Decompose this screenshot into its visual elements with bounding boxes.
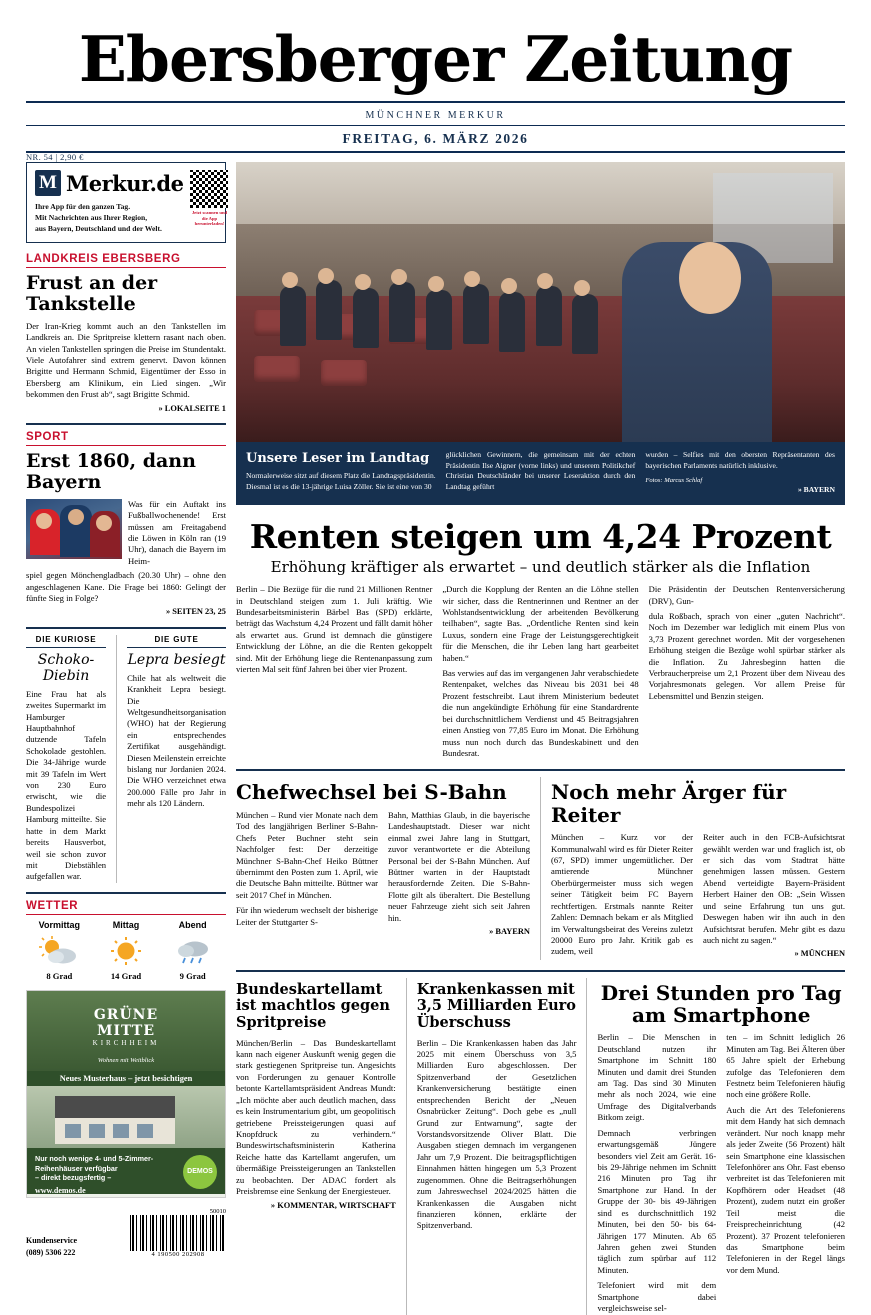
renten-col-1: Berlin – Die Bezüge für die rund 21 Millionen Rentner in Deutschland steigen zum 1. Juli kräftig. Wie Bundesarbeitsministerin Bärbel Bas (SPD) erklärte, beträgt das Wachstum 4,24 Prozent und fällt damit höher als erwartet aus. Grund ist demnach die günstigere Entwicklung der Löhne, an die die Renten gekoppelt sind. Mit der Erhöhung liege die Rentenanpassung zum vierten Mal seit fünf Jahren bei über vier Prozent.: [236, 584, 433, 675]
weather-grid: [26, 920, 226, 981]
qr-code-block[interactable]: [190, 170, 228, 227]
caption-text-2: glücklichen Gewinnern, die gemeinsam mit der echten Präsidentin Ilse Aigner (vorne links) und unserem Politikchef Christian Deutschländer bei unserer Leseraktion durch den Landtag geführt: [445, 450, 636, 491]
smartphone-col-1a: Berlin – Die Menschen in Deutschland nutzen ihr Smartphone im Schnitt 180 Minuten und damit drei Stunden am Tag. Das sind 30 Minuten mehr als noch 2024, wie eine Umfrage des Digitalverbands Bitkom zeigt.: [597, 1032, 717, 1123]
sbahn-columns: [236, 810, 530, 937]
merkur-logo-icon: M: [35, 170, 61, 196]
ref-kartellamt[interactable]: » KOMMENTAR, WIRTSCHAFT: [270, 1200, 396, 1210]
barcode-top-number: 50010: [209, 1207, 226, 1215]
ad-brand-script: Wohnen mit Weitblick: [97, 1056, 155, 1064]
reiter-col-1: München – Kurz vor der Kommunalwahl wird es für Dieter Reiter (67, SPD) immer ungemütlicher. Der amtierende Münchner Oberbürgermeister muss sich wegen seiner Tätigkeit beim FC Bayern rechtfertigen. Erstmals nannte Reiter Zahlen: Demnach bekam er als Mitglied im Verwaltungsbeirat des Vereins zuletzt 20000 Euro pro Jahr. Kritik gab es zudem, weil: [551, 832, 693, 957]
sbahn-col-1a: München – Rund vier Monate nach dem Tod des langjährigen Berliner S-Bahn-Chefs Peter Buchner steht sein Nachfolger fest: Der derzeitige Münchner S-Bahn-Chef Heiko Büttner übernimmt den Posten zum 1. April, wie die Deutsche Bahn mitteilte. Büttner war seit 2017 Chef in München.: [236, 809, 378, 900]
smartphone-col-2b: Auch die Art des Telefonierens mit dem Handy hat sich demnach verändert. Nur noch knapp mehr als jeder Zweite (56 Prozent) hält sein Smartphone eine klassischen Telefonhörer ans Ohr. Fast ebenso verbreitet ist das Telefonieren mit Kopfhörern oder Headset (48 Prozent), zudem nutzt ein großer Teil meist die Freisprecheinrichtung (42 Prozent). 37 Prozent telefonieren das Smartphone beim Telefonieren in der Regel längs vor dem Mund.: [726, 1104, 845, 1275]
divider-kuriose: [26, 647, 106, 648]
caption-column-2: [446, 450, 636, 496]
barcode-number: 4 190500 202908: [151, 1250, 205, 1258]
mini-stories: [26, 635, 226, 883]
divider-sport: [26, 423, 226, 425]
service-barcode-row: [26, 1208, 226, 1258]
weather-day-label: Mittag: [112, 919, 140, 930]
weather-temp: 8 Grad: [46, 970, 73, 981]
article-kuriose[interactable]: [26, 635, 106, 883]
sport-photo: [26, 499, 122, 559]
headline-reiter: Noch mehr Ärger für Reiter: [551, 780, 787, 827]
renten-columns: [236, 584, 845, 759]
kicker-divider-wetter: [26, 914, 226, 915]
label-kuriose: DIE KURIOSE: [35, 634, 97, 644]
headline-krankenkassen: Krankenkassen mit 3,5 Milliarden Euro Überschuss: [416, 980, 576, 1031]
article-kartellamt[interactable]: [236, 978, 396, 1315]
headline-smartphone-line-1: Drei Stunden pro Tag: [600, 980, 842, 1005]
reiter-columns: [551, 832, 845, 959]
renten-col-3: [649, 584, 845, 759]
headline-smartphone-line-2: am Smartphone: [631, 1002, 811, 1027]
masthead-divider-3: [26, 151, 845, 153]
weather-cell-abend: [159, 920, 226, 981]
body-sport-bottom: spiel gegen Mönchengladbach (20.30 Uhr) – ohne den angeschlagenen Kane. Die Frage bei 1860: Gelingt der fünfte Sieg in Folge?: [26, 570, 226, 604]
sport-content: [26, 499, 226, 568]
article-reiter[interactable]: [540, 777, 845, 959]
headline-smartphone: [597, 982, 845, 1027]
body-kuriose: Eine Frau hat als zweites Supermarkt im Hamburger Hauptbahnhof dutzende Tafeln Schokolade gestohlen. Die 34-Jährige wurde mit 39 Tafeln im Wert von 230 Euro erwischt, wie die Bundespolizei Hamburg mitteilte. Sie hatte in dem Markt bereits Hausverbot, weil sie schon zuvor mit Diebstählen aufgefallen war.: [26, 688, 107, 882]
qr-code-icon[interactable]: [190, 170, 228, 208]
divider-middle: [236, 769, 845, 771]
bottom-stories: [236, 978, 845, 1315]
section-kicker-landkreis: LANDKREIS EBERSBERG: [26, 253, 181, 265]
kicker-divider: [26, 267, 226, 268]
sbahn-col-2: [388, 810, 530, 937]
sbahn-col-1b: Für ihn wiederum wechselt der bisherige Leiter der Stuttgarter S-: [236, 905, 378, 927]
body-krankenkassen: Berlin – Die Krankenkassen haben das Jahr 2025 mit einem Überschuss von 3,5 Milliarden Euro abgeschlossen. Der Spitzenverband der Gesetzlichen Krankenversicherung bestätigte einen entsprechenden Bericht der „Neuen Osnabrücker Zeitung“. Doch gebe es „null Grund zur Entwarnung“, sagte der Vorstandsvorsitzende Oliver Blatt. Die Ausgaben stiegen demnach im vergangenen Jahr um 7,9 Prozent. Die beitragspflichtigen Einnahmen hätten hingegen um 5,3 Prozent zugenommen. Ohne die Beitragserhöhungen zum Jahreswechsel 2024/2025 hätten die Krankenkassen die Ausgaben nicht finanzieren können, erklärte der Spitzenverband.: [416, 1037, 577, 1231]
masthead-subtitle: MÜNCHNER MERKUR: [365, 110, 506, 121]
body-landkreis: Der Iran-Krieg kommt auch an den Tankstellen im Landkreis an. Die Spritpreise klettern rasant nach oben. An vielen Tankstellen springen die Preise im Stundentakt. Viele Autofahrer sind extrem genervt. Davon können Brigitte und Hermann Schmid, Eigentümer der Esso in Ebersberg am Klinikum, ein Lied singen. „Wir bekommen den Frust ab“, sagt Brigitte Schmid.: [26, 320, 226, 400]
title-kuriose: Schoko-Diebin: [37, 651, 95, 684]
ref-bayern[interactable]: » BAYERN: [797, 485, 836, 495]
demos-logo-icon: DEMOS: [183, 1155, 217, 1189]
sun-icon: [93, 934, 160, 968]
divider-gute: [127, 647, 226, 648]
promo-line-3: aus Bayern, Deutschland und der Welt.: [35, 224, 162, 233]
weather-cell-vormittag: [26, 920, 93, 981]
sbahn-col-2-text: Bahn, Matthias Glaub, in die bayerische Landeshauptstadt. Dieser war nicht einmal zwei Jahre lang in Stuttgart, zuvor verantwortete er die Abteilung Personal bei der S-Bahn München. Auf Büttner warten in der Hauptstadt herausfordernde Zeiten. Die S-Bahn-Flotte gilt als überaltert. Die Bestellung neuer Fahrzeuge zieht sich seit Jahren hin.: [388, 809, 530, 923]
kicker-divider-sport: [26, 445, 226, 446]
promo-header: [35, 170, 183, 196]
smartphone-columns: [597, 1032, 845, 1314]
promo-text: [35, 201, 183, 234]
promo-brand: Merkur.de: [66, 170, 184, 196]
body-kartellamt: München/Berlin – Das Bundeskartellamt kann nach eigener Auskunft wenig gegen die stark gestiegenen Spritpreise tun. Angesichts von Forderungen zu genauer Kontrolle betonte Kartellamtspräsident Andreas Mundt: „Ich möchte aber auch deutlich machen, dass es kein Instrumentarium gibt, um geopolitisch getriebene Preissteigerungen quasi auf Knopfdruck zu verhindern.“ Bundeswirtschaftsministerin Katherina Reiche hatte das Kartellamt angerufen, um übermäßige Preissteigerungen an Tankstellen zu beobachten. Der ADAC fordert als Preisbremse eine Senkung der Energiesteuer.: [236, 1037, 396, 1197]
weather-day-label: Abend: [178, 919, 207, 930]
ad-footer-line-3: – direkt bezugsfertig –: [35, 1173, 112, 1183]
caption-column-3: [645, 450, 835, 496]
ad-house-image: [27, 1086, 225, 1148]
service-label: Kundenservice: [26, 1236, 78, 1246]
ad-brand-line-1: GRÜNE: [93, 1006, 159, 1023]
promo-line-1: Ihre App für den ganzen Tag.: [35, 202, 131, 211]
lead-photo: [236, 162, 845, 442]
renten-col-3a: Die Präsidentin der Deutschen Rentenversicherung (DRV), Gun-: [648, 584, 845, 606]
caption-text-3: wurden – Selfies mit den obersten Repräsentanten des bayerischen Parlaments natürlich inklusive.: [645, 450, 836, 470]
article-gute[interactable]: [116, 635, 226, 883]
ref-sbahn[interactable]: » BAYERN: [489, 927, 530, 937]
title-gute: Lepra besiegt: [127, 651, 226, 668]
issue-number: NR. 54 | 2,90 €: [26, 152, 84, 162]
page-body: [26, 162, 845, 1315]
renten-col-2b: Bas verwies auf das im vergangenen Jahr verabschiedete Rentenpaket, welches das Niveau bis 2031 bei 48 Prozent festschreibt. Laut ihrem Ministerium bedeutet die nun angekündigte Erhöhung für eine Standardrente bei durchschnittlichem Verdienst und 45 Beitragsjahren einen Anstieg von 77,85 Euro im Monat. Die Erhöhung muss nun noch durch das Bundeskabinett und den Bundesrat.: [442, 668, 639, 758]
headline-sport: Erst 1860, dann Bayern: [26, 449, 196, 493]
photo-credit: Fotos: Marcus Schlaf: [645, 477, 703, 485]
promo-content: [35, 170, 183, 234]
ad-logo: [93, 1007, 160, 1064]
smartphone-col-1b: Demnach verbringen erwartungsgemäß Jüngere besonders viel Zeit am Gerät. 16- bis 29-Jährige nehmen im Schnitt 216 Minuten pro Tag ihr Smartphone zur Hand. In der Gruppe der 30- bis 49-Jährigen sind es durchschnittlich 192 Minuten, bei den 50- bis 64-Jährigen 177 Minuten. Ab 65 Jahren gehen zwei Stunden täglich zum spürbar auf 112 Minuten.: [597, 1127, 717, 1275]
qr-caption: Jetzt scannen und die App herunterladen!: [191, 210, 228, 226]
ad-footer-line-1: Nur noch wenige 4- und 5-Zimmer-: [35, 1153, 154, 1163]
article-sport[interactable]: [26, 431, 226, 618]
subheadline-renten: Erhöhung kräftiger als erwartet – und deutlich stärker als die Inflation: [270, 558, 811, 577]
cloud-rain-icon: [159, 934, 226, 968]
body-gute: Chile hat als weltweit die Krankheit Lepra besiegt. Die Weltgesundheitsorganisation (WHO) hat der Regierung ein entsprechendes Zertifikat ausgehändigt. Diesen Meilenstein erreichte bislang nur Jordanien 2024. Die WHO verzeichnet etwa 200.000 Fälle pro Jahr in mehr als 120 Ländern.: [127, 672, 226, 809]
renten-col-2a: „Durch die Kopplung der Renten an die Löhne stellen wir sicher, dass die Rentnerinnen und Rentner an der Wohlstandsentwicklung der arbeitenden Bevölkerung teilhaben“, sagte Bas. „Ordentliche Renten sind kein Luxus, sondern eine Frage der Leistungsgerechtigkeit für die Menschen, die ihr Leben lang hart gearbeitet haben.“: [442, 584, 639, 663]
label-gute: DIE GUTE: [154, 634, 199, 644]
ad-header: [27, 991, 225, 1071]
ad-footer-line-2: Reihenhäuser verfügbar: [35, 1163, 118, 1173]
headline-renten: Renten steigen um 4,24 Prozent: [249, 517, 832, 557]
article-krankenkassen[interactable]: [406, 978, 577, 1315]
section-kicker-sport: SPORT: [26, 430, 69, 443]
article-smartphone[interactable]: [586, 978, 845, 1315]
masthead-divider-1: [26, 101, 845, 103]
smartphone-col-1c: Telefoniert wird mit dem Smartphone dabei vergleichsweise sel-: [597, 1280, 717, 1314]
smartphone-col-2: [726, 1032, 845, 1314]
divider-bottom: [236, 970, 845, 972]
advertisement-gruene-mitte[interactable]: [26, 990, 226, 1198]
section-kicker-wetter: WETTER: [26, 899, 79, 912]
reiter-col-2: [703, 832, 845, 959]
divider-wetter: [26, 892, 226, 894]
ref-landkreis[interactable]: » LOKALSEITE 1: [158, 403, 226, 413]
ad-strip-text: Neues Musterhaus – jetzt besichtigen: [27, 1071, 225, 1086]
article-renten[interactable]: [236, 517, 845, 759]
body-sport-top: Was für ein Auftakt ins Fußballwochenende! Erst müssen am Freitagabend die Löwen in Köln ran (19 Uhr), danach die Bayern im Heim-: [128, 498, 226, 566]
reiter-col-2-text: Reiter auch in den FCB-Aufsichtsrat gewählt werden war und fraglich ist, ob er sich das vom Stadtrat hätte genehmigen lassen müssen. Gestern Abend verteidigte Bayern-Präsident Herbert Hainer den OB: „Sein Wissen und seine Erfahrung tun uns gut. Deswegen haben wir ihn auch in den Aufsichtsrat berufen. Mehr gibt es dazu auch nicht zu sagen.“: [703, 832, 845, 945]
ad-brand-line-3: KIRCHHEIM: [92, 1038, 160, 1047]
merkur-app-promo[interactable]: [26, 162, 226, 243]
customer-service: [26, 1235, 77, 1257]
right-column: [236, 162, 845, 1315]
left-column: [26, 162, 226, 1315]
page-title: Ebersberger Zeitung: [78, 22, 793, 96]
headline-sbahn: Chefwechsel bei S-Bahn: [236, 780, 507, 805]
divider-mini: [26, 627, 226, 629]
sbahn-col-1: [236, 810, 378, 937]
caption-text-1: Normalerweise sitzt auf diesem Platz die Landtagspräsidentin. Diesmal ist es die 13-jährige Luisa Zöller. Sie ist eine von 30: [246, 471, 436, 491]
weather-temp: 14 Grad: [110, 970, 142, 981]
masthead: [26, 22, 845, 153]
middle-stories: [236, 777, 845, 959]
service-phone: (089) 5306 222: [26, 1247, 76, 1257]
weather-widget[interactable]: [26, 900, 226, 981]
article-landkreis[interactable]: [26, 253, 226, 414]
barcode-icon: [130, 1215, 226, 1251]
barcode-block: [130, 1208, 226, 1258]
smartphone-col-1: [597, 1032, 716, 1314]
weather-day-label: Vormittag: [38, 919, 80, 930]
ad-brand-line-2: MITTE: [96, 1022, 156, 1039]
ad-url[interactable]: www.demos.de: [35, 1185, 86, 1195]
headline-kartellamt: Bundeskartellamt ist machtlos gegen Spritpreise: [236, 980, 390, 1031]
ref-sport[interactable]: » SEITEN 23, 25: [165, 607, 226, 617]
photo-caption: [236, 442, 845, 505]
masthead-date: FREITAG, 6. MÄRZ 2026: [342, 131, 529, 146]
weather-cell-mittag: [93, 920, 160, 981]
promo-line-2: Mit Nachrichten aus Ihrer Region,: [35, 213, 148, 222]
caption-title: Unsere Leser im Landtag: [246, 451, 430, 466]
caption-column-1: [246, 450, 436, 496]
weather-temp: 9 Grad: [179, 970, 206, 981]
smartphone-col-2a: ten – im Schnitt lediglich 26 Minuten am Tag. Bei Älteren über 65 Jahre spielt der Erhebung zufolge das Telefonieren dem Festnetz beim Telefonieren häufig noch eine größere Rolle.: [726, 1032, 845, 1100]
headline-landkreis: Frust an der Tankstelle: [26, 272, 158, 315]
renten-col-3b: dula Roßbach, sprach von einer „guten Nachricht“. Noch im Dezember war lediglich mit einem Plus von 3,73 Prozent gerechnet worden. Mit der vorgesehenen Erhöhung steigen die Bezüge wohl spürbar stärker als die Inflation. Zu Jahresbeginn hatten die Verbraucherpreise um 2,1 Prozent über dem Niveau des Vorjahresmonats gelegen. Vor allem Preise für Lebensmittel und Benzin steigen.: [648, 610, 845, 701]
sun-cloud-icon: [26, 934, 93, 968]
article-sbahn[interactable]: [236, 777, 530, 959]
ref-reiter[interactable]: » MÜNCHEN: [794, 949, 845, 959]
renten-col-2: [442, 584, 638, 759]
